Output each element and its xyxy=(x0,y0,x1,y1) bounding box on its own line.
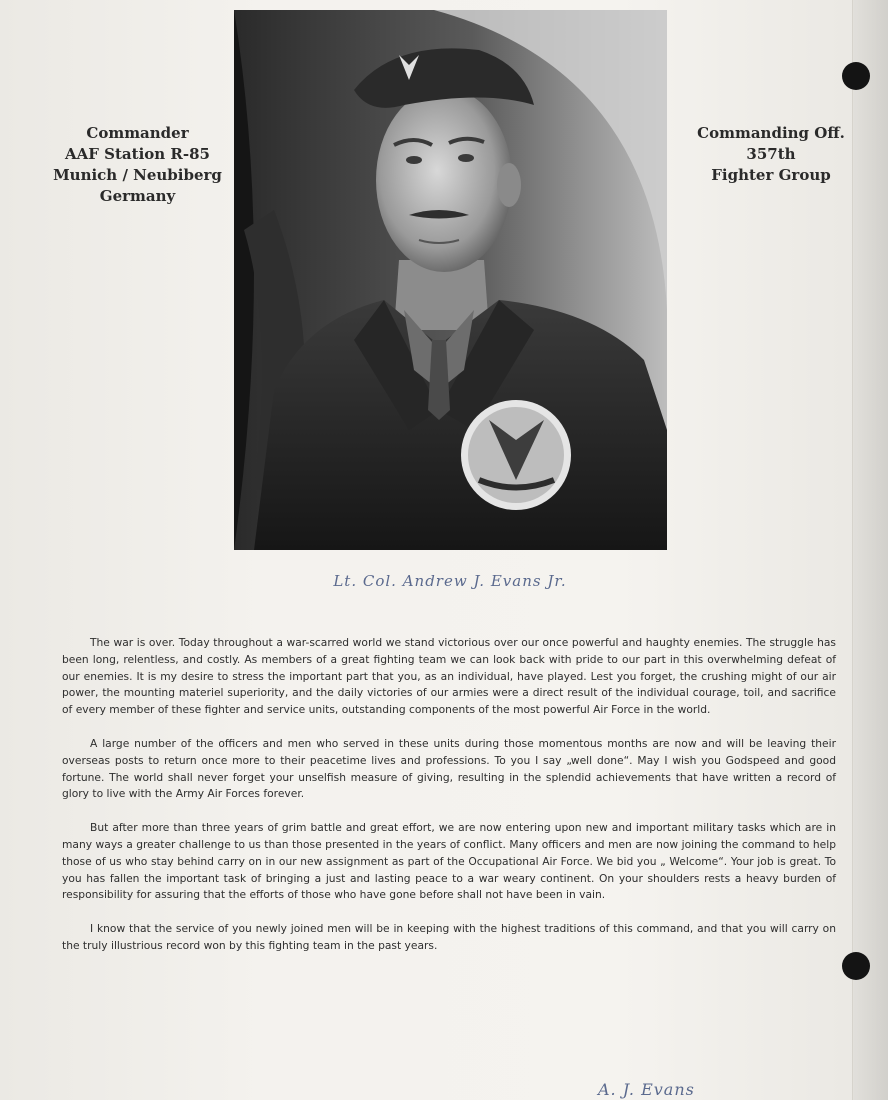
header-left-line: Germany xyxy=(99,187,176,205)
header-left-line: AAF Station R-85 xyxy=(65,145,210,163)
paragraph: The war is over. Today throughout a war-scarred world we stand victorious over our once powerful and haughty enemies. The struggle has been long, relentless, and costly. As members of a great fighting team we can look back with pride to our part in this overwhelming defeat of our enemies. It is my desire to stress the important part that you, as an individual, have played. Lest you forget, the crushing might of our air power, the mounting materiel superiority, and the daily victories of our armies were a direct result of the individual courage, toil, and sacrifice of every member of these fighter and service units, outstanding components of the most powerful Air Force in the world. xyxy=(62,636,836,717)
header-right-line: 357th xyxy=(746,145,796,163)
header-left-line: Commander xyxy=(86,124,189,142)
header-left-line: Munich / Neubiberg xyxy=(53,166,222,184)
portrait-illustration xyxy=(234,10,667,550)
paragraph: But after more than three years of grim battle and great effort, we are now entering upon new and important military tasks which are in many ways a greater challenge to us than those presented in the years of conflict. Many officers and men are now joining the command to help those of us who stay behind carry on in our new assignment as part of the Occupational Air Force. We bid you „ Welcome“. Your job is great. To you has fallen the important task of bringing a just and lasting peace to a war weary continent. On your shoulders rests a heavy burden of responsibility for assuring that the efforts of those who have gone before shall not have been in vain. xyxy=(62,821,836,902)
letter-body xyxy=(62,635,836,972)
punch-hole-top xyxy=(842,62,870,90)
header-right xyxy=(676,123,866,186)
punch-hole-bottom xyxy=(842,952,870,980)
photo-caption: Lt. Col. Andrew J. Evans Jr. xyxy=(333,572,567,590)
portrait-photo xyxy=(234,10,667,550)
signature: A. J. Evans xyxy=(598,1080,695,1099)
paragraph: A large number of the officers and men who served in these units during those momentous months are now and will be leaving their overseas posts to return once more to their peacetime lives and professions. To you I say „well done“. May I wish you Godspeed and good fortune. The world shall never forget your unselfish measure of giving, resulting in the splendid achievements that have written a record of glory to live with the Army Air Forces forever. xyxy=(62,736,836,801)
header-right-line: Fighter Group xyxy=(711,166,831,184)
header-left xyxy=(50,123,225,207)
paragraph: I know that the service of you newly joined men will be in keeping with the highest traditions of this command, and that you will carry on the truly illustrious record won by this fighting team in the past years. xyxy=(62,922,836,952)
header-right-line: Commanding Off. xyxy=(697,124,845,142)
